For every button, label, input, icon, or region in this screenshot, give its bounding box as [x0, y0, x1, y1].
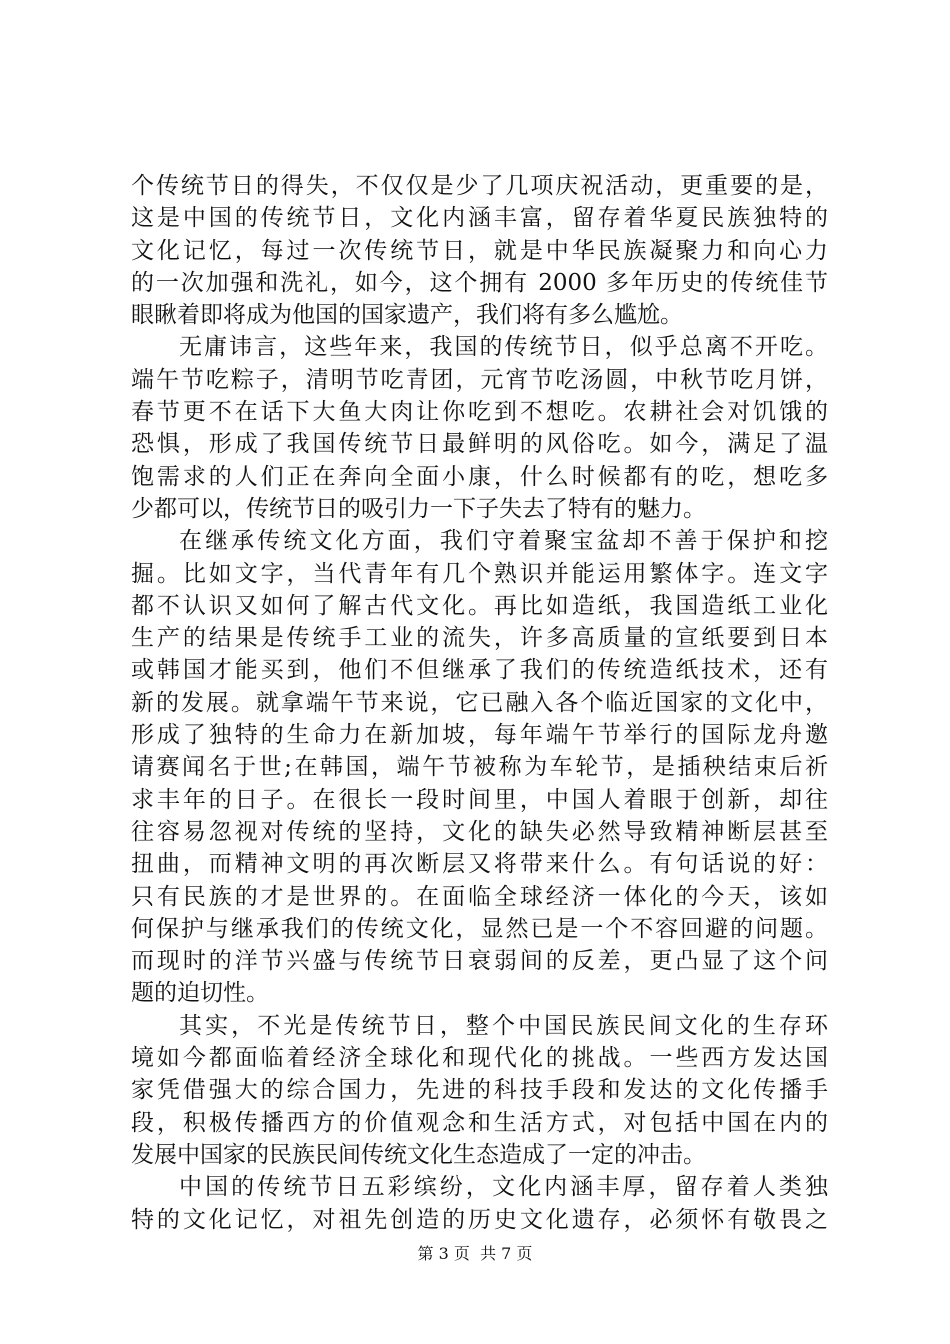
text-line: 其实，不光是传统节日，整个中国民族民间文化的生存环	[179, 1012, 828, 1039]
text-line: 段，积极传播西方的价值观念和生活方式，对包括中国在内的	[131, 1109, 828, 1136]
text-line: 扭曲，而精神文明的再次断层又将带来什么。有句话说的好：	[131, 851, 828, 878]
text-line: 少都可以，传统节日的吸引力一下子失去了特有的魅力。	[131, 495, 706, 522]
text-line: 端午节吃粽子，清明节吃青团，元宵节吃汤圆，中秋节吃月饼，	[131, 366, 828, 393]
text-line: 的一次加强和洗礼，如今，这个拥有 2000 多年历史的传统佳节	[131, 269, 828, 296]
text-line: 饱需求的人们正在奔向全面小康，什么时候都有的吃，想吃多	[131, 463, 828, 490]
page-footer	[0, 1243, 950, 1265]
document-body	[131, 170, 828, 1236]
text-line: 家凭借强大的综合国力，先进的科技手段和发达的文化传播手	[131, 1077, 828, 1104]
text-line: 在继承传统文化方面，我们守着聚宝盆却不善于保护和挖	[179, 528, 828, 555]
text-line: 发展中国家的民族民间传统文化生态造成了一定的冲击。	[131, 1141, 706, 1168]
text-line: 春节更不在话下大鱼大肉让你吃到不想吃。农耕社会对饥饿的	[131, 399, 828, 426]
text-line: 形成了独特的生命力在新加坡，每年端午节举行的国际龙舟邀	[131, 722, 828, 749]
text-line: 题的迫切性。	[131, 980, 269, 1007]
text-line: 掘。比如文字，当代青年有几个熟识并能运用繁体字。连文字	[131, 560, 828, 587]
text-line: 生产的结果是传统手工业的流失，许多高质量的宣纸要到日本	[131, 625, 828, 652]
text-line: 何保护与继承我们的传统文化，显然已是一个不容回避的问题。	[131, 915, 828, 942]
text-line: 文化记忆，每过一次传统节日，就是中华民族凝聚力和向心力	[131, 237, 828, 264]
text-line: 而现时的洋节兴盛与传统节日衰弱间的反差，更凸显了这个问	[131, 948, 828, 975]
text-line: 无庸讳言，这些年来，我国的传统节日，似乎总离不开吃。	[179, 334, 828, 361]
text-line: 恐惧，形成了我国传统节日最鲜明的风俗吃。如今，满足了温	[131, 431, 828, 458]
text-line: 中国的传统节日五彩缤纷，文化内涵丰厚，留存着人类独	[179, 1174, 828, 1201]
text-line: 只有民族的才是世界的。在面临全球经济一体化的今天，该如	[131, 883, 828, 910]
text-line: 或韩国才能买到，他们不但继承了我们的传统造纸技术，还有	[131, 657, 828, 684]
text-line: 往容易忽视对传统的坚持，文化的缺失必然导致精神断层甚至	[131, 818, 828, 845]
text-line: 境如今都面临着经济全球化和现代化的挑战。一些西方发达国	[131, 1045, 828, 1072]
text-line: 这是中国的传统节日，文化内涵丰富，留存着华夏民族独特的	[131, 205, 828, 232]
text-line: 请赛闻名于世;在韩国，端午节被称为车轮节，是插秧结束后祈	[131, 754, 828, 781]
text-line: 个传统节日的得失，不仅仅是少了几项庆祝活动，更重要的是，	[131, 173, 828, 199]
text-line: 求丰年的日子。在很长一段时间里，中国人着眼于创新，却往	[131, 786, 828, 813]
text-line: 新的发展。就拿端午节来说，它已融入各个临近国家的文化中，	[131, 689, 828, 716]
text-line: 都不认识又如何了解古代文化。再比如造纸，我国造纸工业化	[131, 592, 828, 619]
text-line: 眼瞅着即将成为他国的国家遗产，我们将有多么尴尬。	[131, 302, 683, 329]
page-number-label: 第 3 页 共 7 页	[417, 1244, 533, 1263]
text-line: 特的文化记忆，对祖先创造的历史文化遗存，必须怀有敬畏之	[131, 1206, 828, 1233]
